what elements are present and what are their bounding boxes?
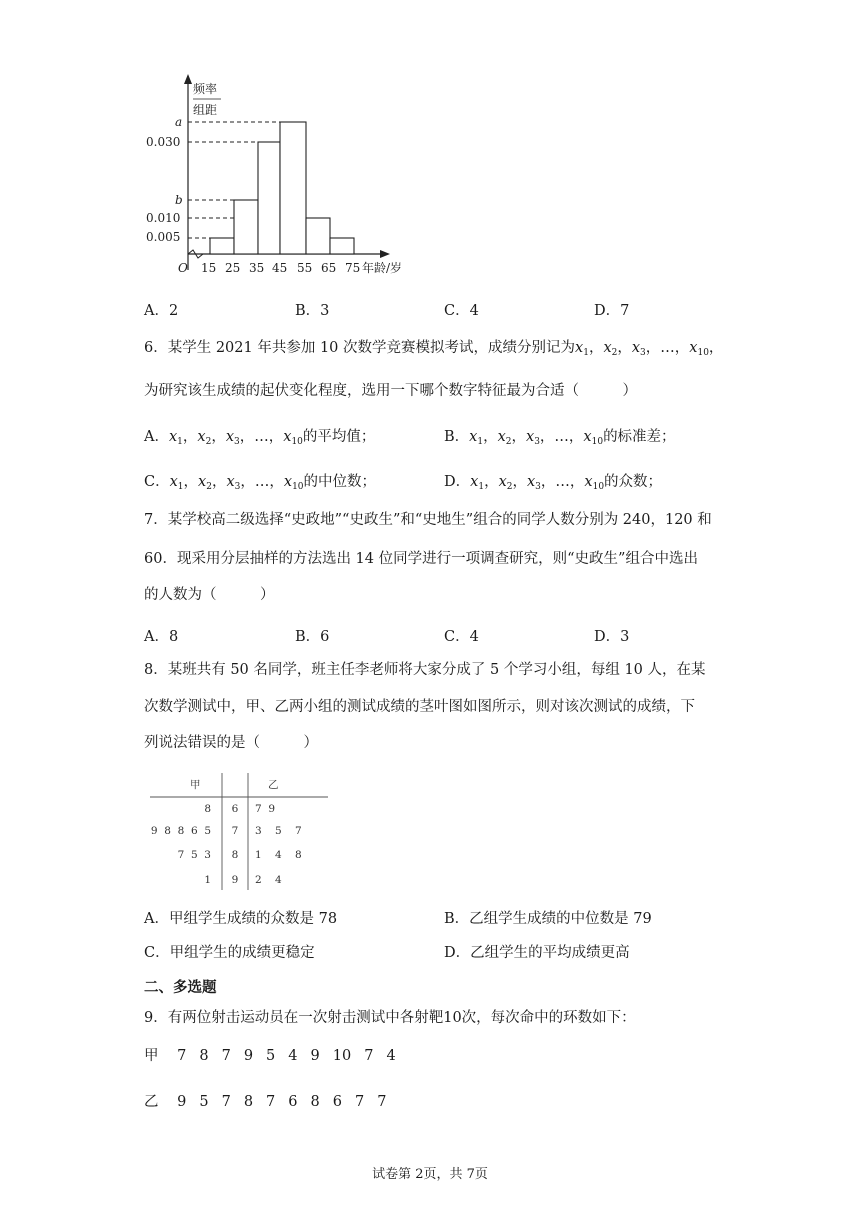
- x-axis-label: 年龄/岁: [362, 261, 403, 275]
- x-tick-55: 55: [297, 261, 313, 275]
- x-tick-65: 65: [321, 261, 337, 275]
- page-footer: 试卷第 2页，共 7页: [372, 1167, 488, 1182]
- stemleaf-left-title: 甲: [190, 779, 201, 791]
- x-tick-45: 45: [272, 261, 288, 275]
- stemleaf-right-leaves: 2 4: [255, 874, 282, 886]
- x-tick-35: 35: [249, 261, 265, 275]
- q9-yi-value: 7: [354, 1094, 365, 1110]
- q9-jia-value: 9: [243, 1048, 254, 1064]
- q5-option-b[interactable]: B．3: [295, 303, 330, 319]
- y-tick-a: a: [175, 115, 183, 129]
- q9-row-yi-label: 乙: [144, 1094, 159, 1110]
- q7-option-c[interactable]: C．4: [444, 629, 479, 645]
- q7-option-d[interactable]: D．3: [594, 629, 630, 645]
- q8-stem-line3: 列说法错误的是（ ）: [144, 735, 318, 751]
- q6-option-c[interactable]: C．$x_1$，$x_2$，$x_3$，…，$x_{10}$的中位数；: [144, 474, 377, 492]
- y-tick-b: b: [175, 193, 183, 207]
- q9-jia-value: 4: [386, 1048, 396, 1064]
- stemleaf-stem: 7: [231, 825, 239, 837]
- q8-option-d[interactable]: D．乙组学生的平均成绩更高: [444, 945, 630, 961]
- y-axis-arrow: [184, 74, 192, 84]
- q7-stem-line2: 60．现采用分层抽样的方法选出 14 位同学进行一项调查研究，则“史政生”组合中选出: [144, 551, 698, 567]
- q7-option-b[interactable]: B．6: [295, 629, 330, 645]
- bar-65-75: [330, 238, 354, 254]
- q6-stem-line1: 6．某学生 2021 年共参加 10 次数学竞赛模拟考试，成绩分别记为$x_1$，$x_2$，$x_3$，…，$x_{10}$，: [144, 340, 724, 358]
- bar-25-35: [234, 200, 258, 254]
- y-tick-0.030: 0.030: [146, 135, 181, 149]
- q8-option-b[interactable]: B．乙组学生成绩的中位数是 79: [444, 911, 652, 927]
- stemleaf-right-leaves: 7 9: [255, 803, 276, 815]
- stem-and-leaf-plot: [140, 770, 340, 895]
- x-tick-75: 75: [345, 261, 361, 275]
- q9-row-yi: [144, 1092, 399, 1112]
- y-tick-0.005: 0.005: [146, 230, 181, 244]
- stemleaf-left-leaves: 9 8 8 6 5: [150, 825, 211, 837]
- stemleaf-stem: 8: [231, 849, 239, 861]
- q9-jia-value: 5: [266, 1048, 276, 1064]
- q8-option-a[interactable]: A．甲组学生成绩的众数是 78: [144, 911, 338, 927]
- q8-option-c[interactable]: C．甲组学生的成绩更稳定: [144, 945, 315, 961]
- stemleaf-left-leaves: 8: [204, 803, 211, 815]
- stemleaf-right-leaves: 3 5 7: [255, 825, 302, 837]
- q9-yi-value: 7: [221, 1094, 231, 1110]
- q9-yi-value: 8: [243, 1094, 254, 1110]
- stemleaf-right-title: 乙: [268, 779, 279, 791]
- section-heading-multi-choice: 二、多选题: [144, 979, 217, 996]
- q9-jia-value: 8: [199, 1048, 209, 1064]
- q9-row-jia-values: [177, 1048, 409, 1064]
- q9-jia-value: 7: [177, 1048, 187, 1064]
- q6-stem-line2: 为研究该生成绩的起伏变化程度，选用一下哪个数字特征最为合适（ ）: [144, 383, 637, 399]
- q5-option-c[interactable]: C．4: [444, 303, 479, 319]
- q9-row-yi-values: [177, 1094, 399, 1110]
- bar-35-45: [258, 142, 280, 254]
- y-axis-label-bottom: 组距: [193, 103, 218, 117]
- stemleaf-left-leaves: 7 5 3: [177, 849, 211, 861]
- q6-option-a[interactable]: A．$x_1$，$x_2$，$x_3$，…，$x_{10}$的平均值；: [144, 429, 376, 447]
- q9-yi-value: 7: [377, 1094, 387, 1110]
- q9-yi-value: 6: [288, 1094, 298, 1110]
- q8-stem-line1: 8．某班共有 50 名同学，班主任李老师将大家分成了 5 个学习小组，每组 10 人，在某: [144, 662, 706, 678]
- origin-label: O: [178, 261, 188, 275]
- frequency-histogram: [0, 0, 430, 290]
- q9-row-jia-label: 甲: [144, 1048, 159, 1064]
- q8-stem-line2: 次数学测试中，甲、乙两小组的测试成绩的茎叶图如图所示，则对该次测试的成绩，下: [144, 699, 695, 715]
- q9-yi-value: 6: [332, 1094, 342, 1110]
- q9-jia-value: 10: [332, 1048, 352, 1064]
- q5-option-a[interactable]: A．2: [144, 303, 179, 319]
- q5-option-d[interactable]: D．7: [594, 303, 630, 319]
- q9-yi-value: 7: [266, 1094, 276, 1110]
- q9-yi-value: 5: [199, 1094, 209, 1110]
- y-axis-label-top: 频率: [193, 82, 218, 96]
- y-tick-0.010: 0.010: [146, 211, 181, 225]
- q9-jia-value: 9: [310, 1048, 320, 1064]
- q9-yi-value: 8: [310, 1094, 320, 1110]
- q6-option-d[interactable]: D．$x_1$，$x_2$，$x_3$，…，$x_{10}$的众数；: [444, 474, 663, 492]
- q9-yi-value: 9: [177, 1094, 187, 1110]
- stemleaf-stem: 9: [231, 874, 239, 886]
- x-tick-15: 15: [201, 261, 217, 275]
- q9-row-jia: [144, 1046, 409, 1066]
- q7-stem-line3: 的人数为（ ）: [144, 587, 275, 603]
- q9-jia-value: 4: [288, 1048, 298, 1064]
- stemleaf-stem: 6: [231, 803, 239, 815]
- stemleaf-left-leaves: 1: [204, 874, 211, 886]
- q9-stem-line1: 9．有两位射击运动员在一次射击测试中各射靶10次，每次命中的环数如下：: [144, 1010, 636, 1026]
- q6-option-b[interactable]: B．$x_1$，$x_2$，$x_3$，…，$x_{10}$的标准差；: [444, 429, 676, 447]
- q7-option-a[interactable]: A．8: [144, 629, 179, 645]
- bar-15-25: [210, 238, 234, 254]
- x-tick-25: 25: [225, 261, 241, 275]
- q7-stem-line1: 7．某学校高二级选择“史政地”“史政生”和“史地生”组合的同学人数分别为 240，120 和: [144, 512, 712, 528]
- bar-45-55: [280, 122, 306, 254]
- bar-55-65: [306, 218, 330, 254]
- x-axis-arrow: [380, 250, 390, 258]
- stemleaf-right-leaves: 1 4 8: [255, 849, 302, 861]
- q9-jia-value: 7: [221, 1048, 231, 1064]
- q9-jia-value: 7: [364, 1048, 374, 1064]
